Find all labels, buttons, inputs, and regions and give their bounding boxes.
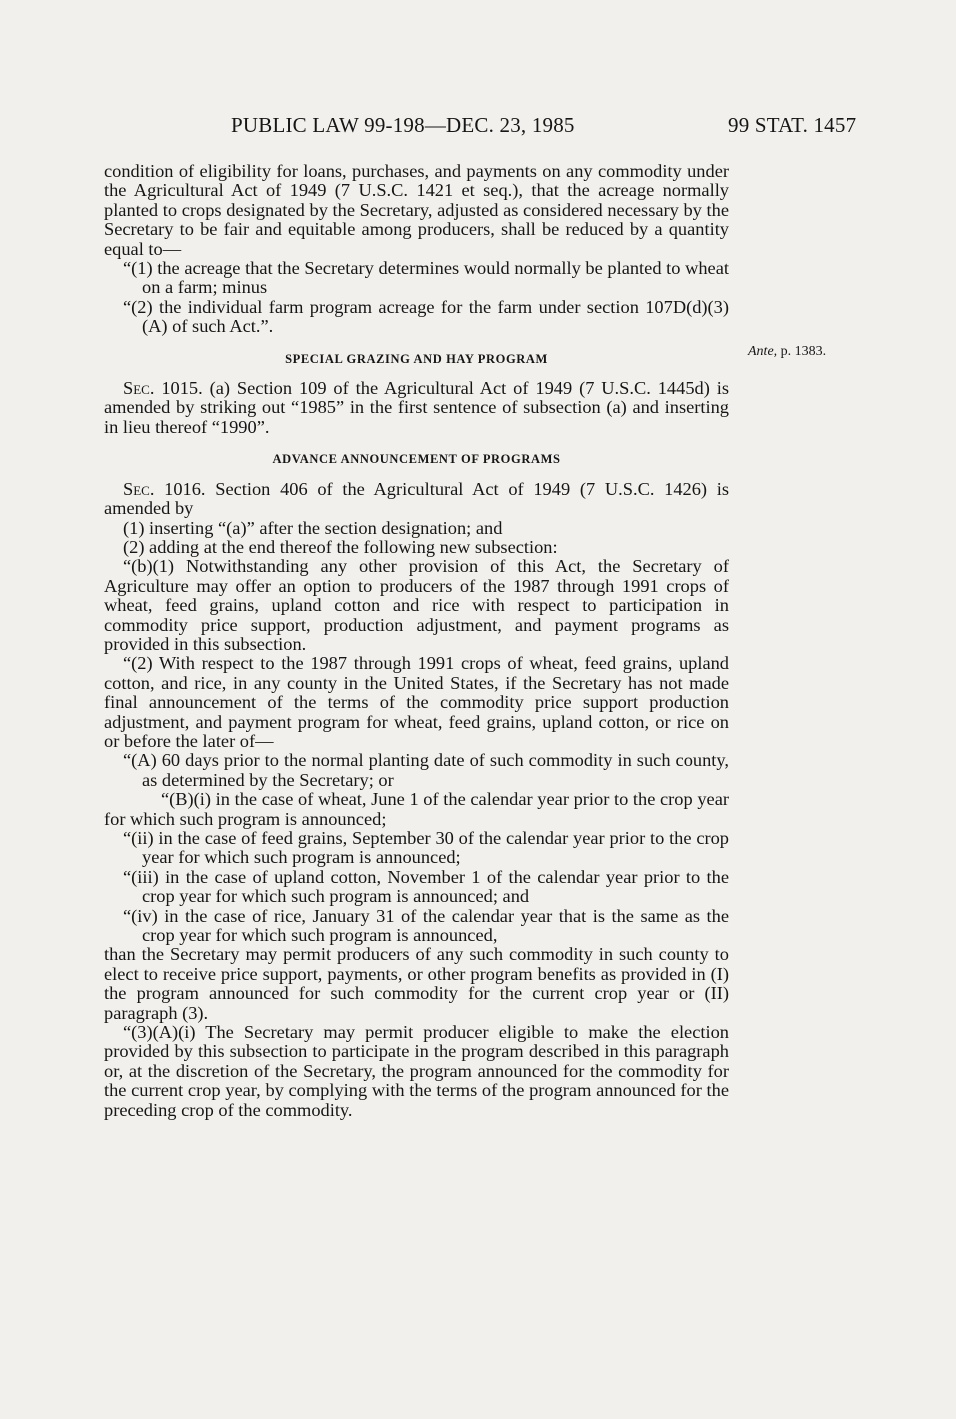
margin-note-page: p. 1383. [777, 344, 827, 359]
section-heading-advance: ADVANCE ANNOUNCEMENT OF PROGRAMS [272, 452, 561, 467]
subsection-b3: “(3)(A)(i) The Secretary may permit producer eligible to make the election provided by this subsection to participate in the program described in this paragraph or, at the discretion of the Secretary, the program announced for the commodity for the current crop year, by complying with the terms of the program announced for the preceding crop of the commodity. [104, 1022, 729, 1120]
section-1016-label: Sec. [123, 478, 155, 499]
margin-note-ante: Ante, [748, 344, 778, 359]
section-1016-item-1: (1) inserting “(a)” after the section designation; and [123, 517, 503, 538]
subsection-b2-Bi: “(B)(i) in the case of wheat, June 1 of the calendar year prior to the crop year for which such program is announced; [104, 789, 729, 829]
subsection-b2-iii: “(iii) in the case of upland cotton, November 1 of the calendar year prior to the crop year for which such program is announced; and [123, 866, 729, 907]
subsection-b2-ii: “(ii) in the case of feed grains, September 30 of the calendar year prior to the crop year for which such program is announced; [123, 828, 729, 868]
paragraph-item-1: “(1) the acreage that the Secretary determines would normally be planted to wheat on a farm; minus [123, 258, 729, 298]
subsection-b2-tail: than the Secretary may permit producers of any such commodity in such county to elect to receive price support, payments, or other program benefits as provided in (I) the program announced for such commodity for the current crop year or (II) paragraph (3). [104, 944, 729, 1023]
section-heading-grazing: SPECIAL GRAZING AND HAY PROGRAM [285, 351, 548, 366]
section-1016 [104, 480, 729, 519]
subsection-b2-A: “(A) 60 days prior to the normal planting date of such commodity in such county, as determined by the Secretary; or [123, 750, 729, 790]
section-1016-item-2: (2) adding at the end thereof the following new subsection: [123, 536, 558, 557]
subsection-b2-iv: “(iv) in the case of rice, January 31 of the calendar year that is the same as the crop year for which such program is announced, [123, 905, 729, 946]
paragraph-condition: condition of eligibility for loans, purchases, and payments on any commodity under the Agricultural Act of 1949 (7 U.S.C. 1421 et seq.), that the acreage normally planted to crops designated by the Secretary, adjusted as considered necessary by the Secretary to be fair and equitable among producers, shall be reduced by a quantity equal to— [104, 161, 729, 259]
margin-note [748, 344, 826, 360]
document-body [104, 162, 729, 1120]
subsection-b1: “(b)(1) Notwithstanding any other provision of this Act, the Secretary of Agriculture may offer an option to producers of the 1987 through 1991 crops of wheat, feed grains, upland cotton and rice with respect to participation in commodity price support, production adjustment, and payment programs as provided in this subsection. [104, 556, 729, 654]
page-title: PUBLIC LAW 99-198—DEC. 23, 1985 [231, 113, 575, 137]
section-1015 [104, 379, 729, 437]
section-1016-text: 1016. Section 406 of the Agricultural Act of 1949 (7 U.S.C. 1426) is amended by [104, 478, 729, 519]
section-1015-label: Sec. [123, 378, 155, 399]
section-1015-text: 1015. (a) Section 109 of the Agricultural Act of 1949 (7 U.S.C. 1445d) is amended by striking out “1985” in the first sentence of subsection (a) and inserting in lieu thereof “1990”. [104, 378, 729, 437]
page-header [0, 113, 956, 143]
paragraph-item-2: “(2) the individual farm program acreage for the farm under section 107D(d)(3)(A) of such Act.”. [123, 296, 729, 337]
page-reference: 99 STAT. 1457 [728, 113, 857, 137]
subsection-b2: “(2) With respect to the 1987 through 1991 crops of wheat, feed grains, upland cotton, and rice, in any county in the United States, if the Secretary has not made final announcement of the terms of the commodity price support production adjustment, and payment program for wheat, feed grains, upland cotton, or rice on or before the later of— [104, 653, 729, 751]
